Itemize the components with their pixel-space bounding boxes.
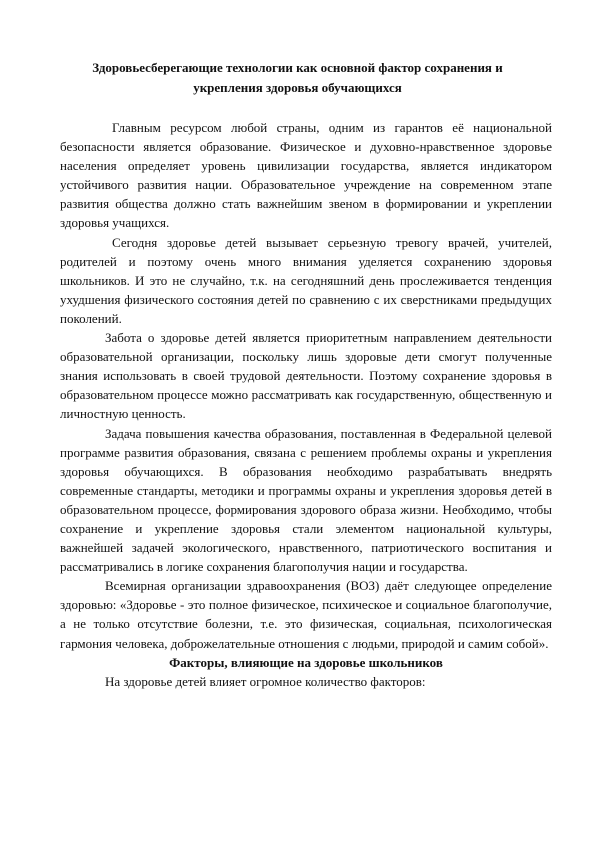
paragraph: Забота о здоровье детей является приоритетным направлением деятельности образовательной организации, поскольку лишь здоровые дети смогут полученные знания использовать в своей трудовой деятельности. Поэтому сохранение здоровья в образовательном процессе можно рассматривать как государственную, общественную и личностную ценность.: [60, 330, 552, 422]
paragraph: Всемирная организации здравоохранения (ВОЗ) даёт следующее определение здоровью: «Здоровье - это полное физическое, психическое и социальное благополучие, а не только отсутствие болезни, т.е. это физическая, социальная, психологическая гармония человека, доброжелательные отношения с людьми, природой и самим собой».: [60, 578, 552, 651]
title-line-1: Здоровьесберегающие технологии как основной фактор сохранения и: [92, 60, 503, 75]
paragraph: Главным ресурсом любой страны, одним из гарантов её национальной безопасности является образование. Физическое и духовно-нравственное здоровье населения определяет уровень цивилизации государства, является индикатором устойчивого развития нации. Образовательное учреждение на современном этапе развития общества должно стать важнейшим звеном в формировании и укреплении здоровья учащихся.: [60, 120, 552, 231]
paragraph: На здоровье детей влияет огромное количество факторов:: [105, 673, 426, 689]
section-subheading: Факторы, влияющие на здоровье школьников: [169, 654, 443, 670]
paragraph: Сегодня здоровье детей вызывает серьезную тревогу врачей, учителей, родителей и поэтому очень много внимания уделяется сохранению здоровья школьников. И это не случайно, т.к. на сегодняшний день прослеживается тенденция ухудшения физического состояния детей по сравнению с их сверстниками предыдущих поколений.: [60, 234, 552, 326]
paragraph: Задача повышения качества образования, поставленная в Федеральной целевой программе развития образования, связана с решением проблемы охраны и укрепления здоровья обучающихся. В образования необходимо разрабатывать внедрять современные стандарты, методики и программы охраны и укрепления здоровья детей в образовательном процессе, формирования здорового образа жизни. Необходимо, чтобы сохранение и укрепление здоровья стали элементом национальной культуры, важнейшей задачей экологического, нравственного, патриотического воспитания и рассматривались в логике сохранения благополучия нации и государства.: [60, 425, 552, 575]
document-body: [60, 118, 552, 691]
document-title: [60, 58, 535, 98]
title-line-2: укрепления здоровья обучающихся: [193, 80, 402, 95]
